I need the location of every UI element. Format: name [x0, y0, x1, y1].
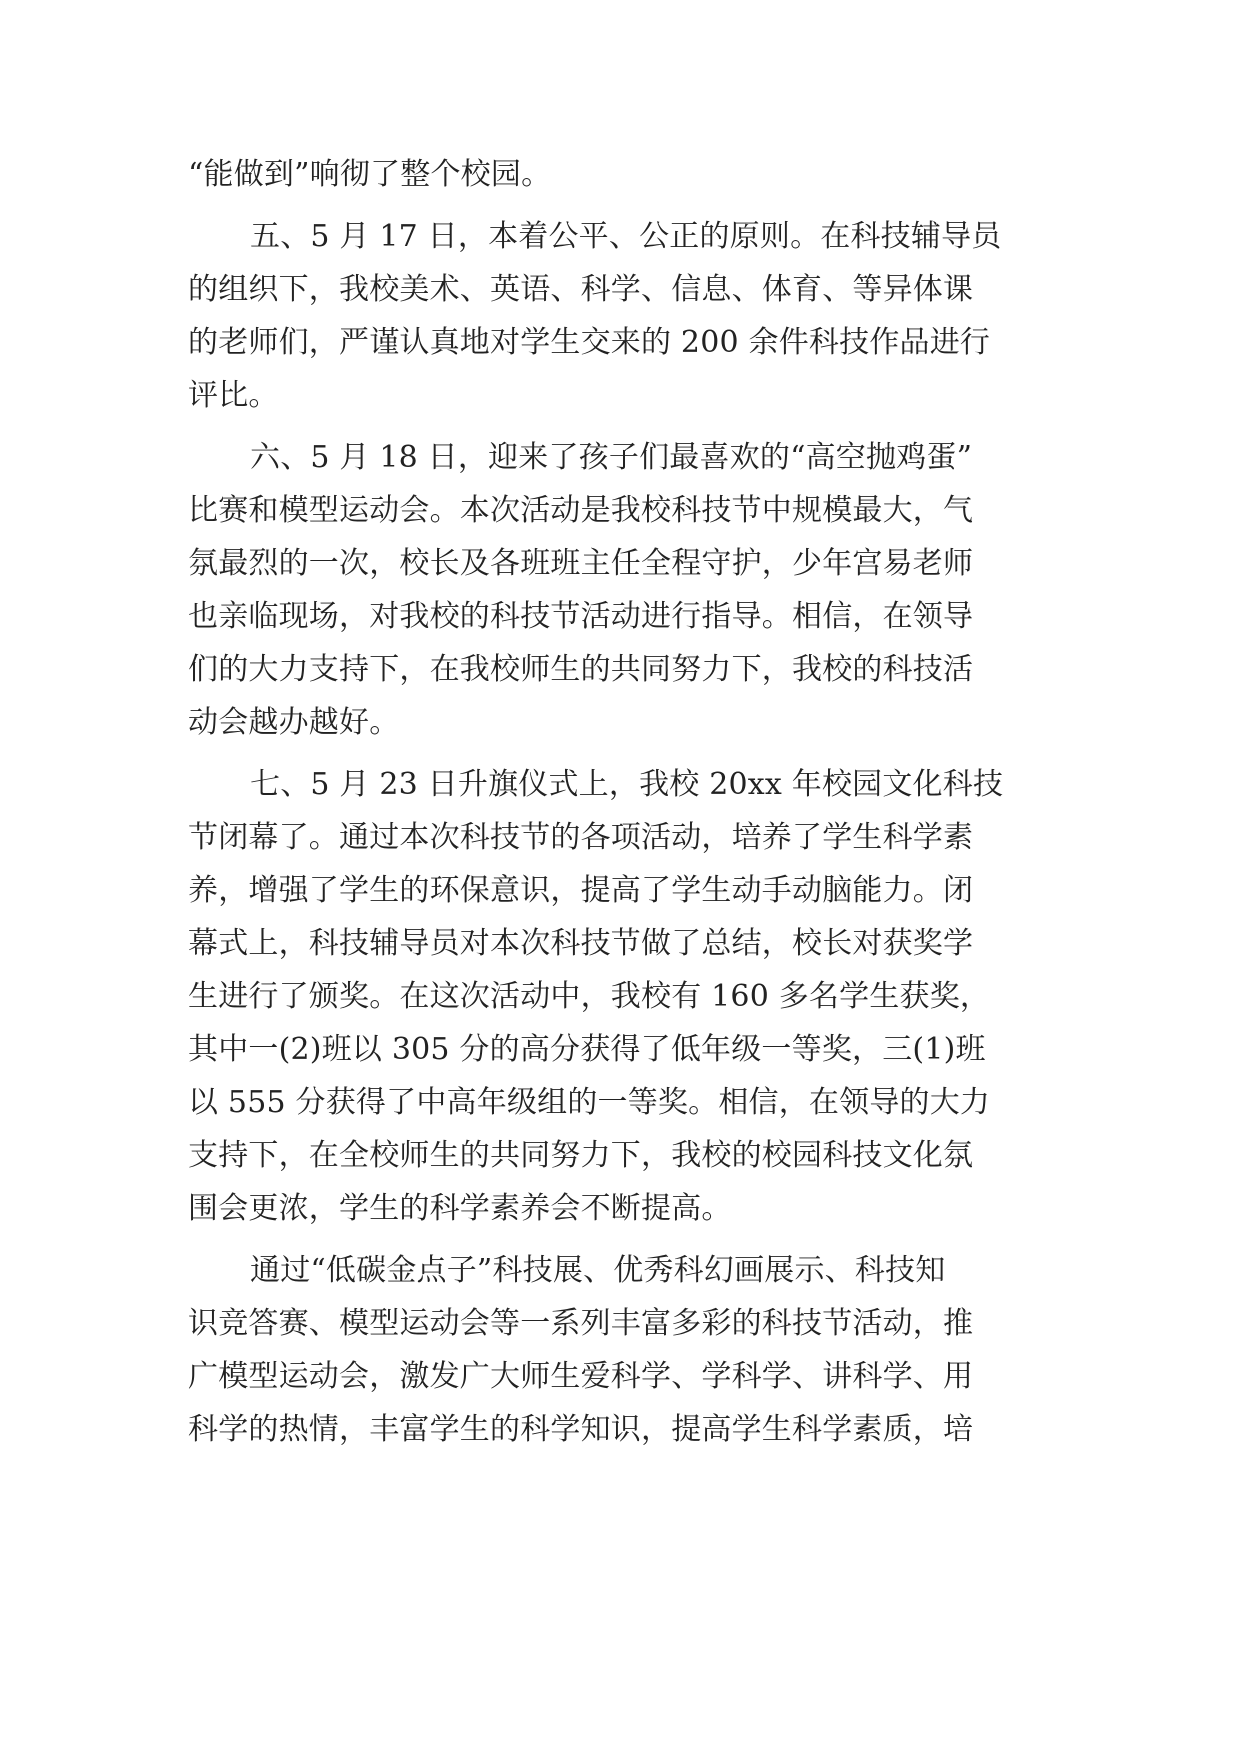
text-line: 识竞答赛、模型运动会等一系列丰富多彩的科技节活动，推 — [188, 1306, 974, 1341]
text-line: 的老师们，严谨认真地对学生交来的 200 余件科技作品进行 — [188, 325, 991, 360]
text-line: 比赛和模型运动会。本次活动是我校科技节中规模最大，气 — [188, 493, 974, 528]
paragraph-summary-line: 通过“低碳金点子”科技展、优秀科幻画展示、科技知 — [250, 1253, 946, 1288]
text-line: “能做到”响彻了整个校园。 — [188, 157, 552, 192]
text-line: 科学的热情，丰富学生的科学知识，提高学生科学素质，培 — [188, 1412, 974, 1447]
text-line: 支持下，在全校师生的共同努力下，我校的校园科技文化氛 — [188, 1138, 974, 1173]
text-line: 们的大力支持下，在我校师生的共同努力下，我校的科技活 — [188, 652, 974, 687]
text-line: 围会更浓，学生的科学素养会不断提高。 — [188, 1191, 732, 1226]
text-line: 幕式上，科技辅导员对本次科技节做了总结，校长对获奖学 — [188, 926, 974, 961]
text-line: 以 555 分获得了中高年级组的一等奖。相信，在领导的大力 — [188, 1085, 991, 1120]
paragraph-five-line: 五、5 月 17 日，本着公平、公正的原则。在科技辅导员 — [250, 219, 1002, 254]
text-line: 氛最烈的一次，校长及各班班主任全程守护，少年宫易老师 — [188, 546, 974, 581]
paragraph-seven-line: 七、5 月 23 日升旗仪式上，我校 20xx 年校园文化科技 — [250, 767, 1004, 802]
text-line: 其中一(2)班以 305 分的高分获得了低年级一等奖，三(1)班 — [188, 1032, 986, 1067]
text-line: 动会越办越好。 — [188, 705, 400, 740]
text-line: 也亲临现场，对我校的科技节活动进行指导。相信，在领导 — [188, 599, 974, 634]
text-line: 广模型运动会，激发广大师生爱科学、学科学、讲科学、用 — [188, 1359, 974, 1394]
text-line: 评比。 — [188, 378, 279, 413]
text-line: 节闭幕了。通过本次科技节的各项活动，培养了学生科学素 — [188, 820, 974, 855]
text-line: 的组织下，我校美术、英语、科学、信息、体育、等异体课 — [188, 272, 974, 307]
text-line: 养，增强了学生的环保意识，提高了学生动手动脑能力。闭 — [188, 873, 974, 908]
paragraph-six-line: 六、5 月 18 日，迎来了孩子们最喜欢的“高空抛鸡蛋” — [250, 440, 973, 475]
text-line: 生进行了颁奖。在这次活动中，我校有 160 多名学生获奖， — [188, 979, 991, 1014]
